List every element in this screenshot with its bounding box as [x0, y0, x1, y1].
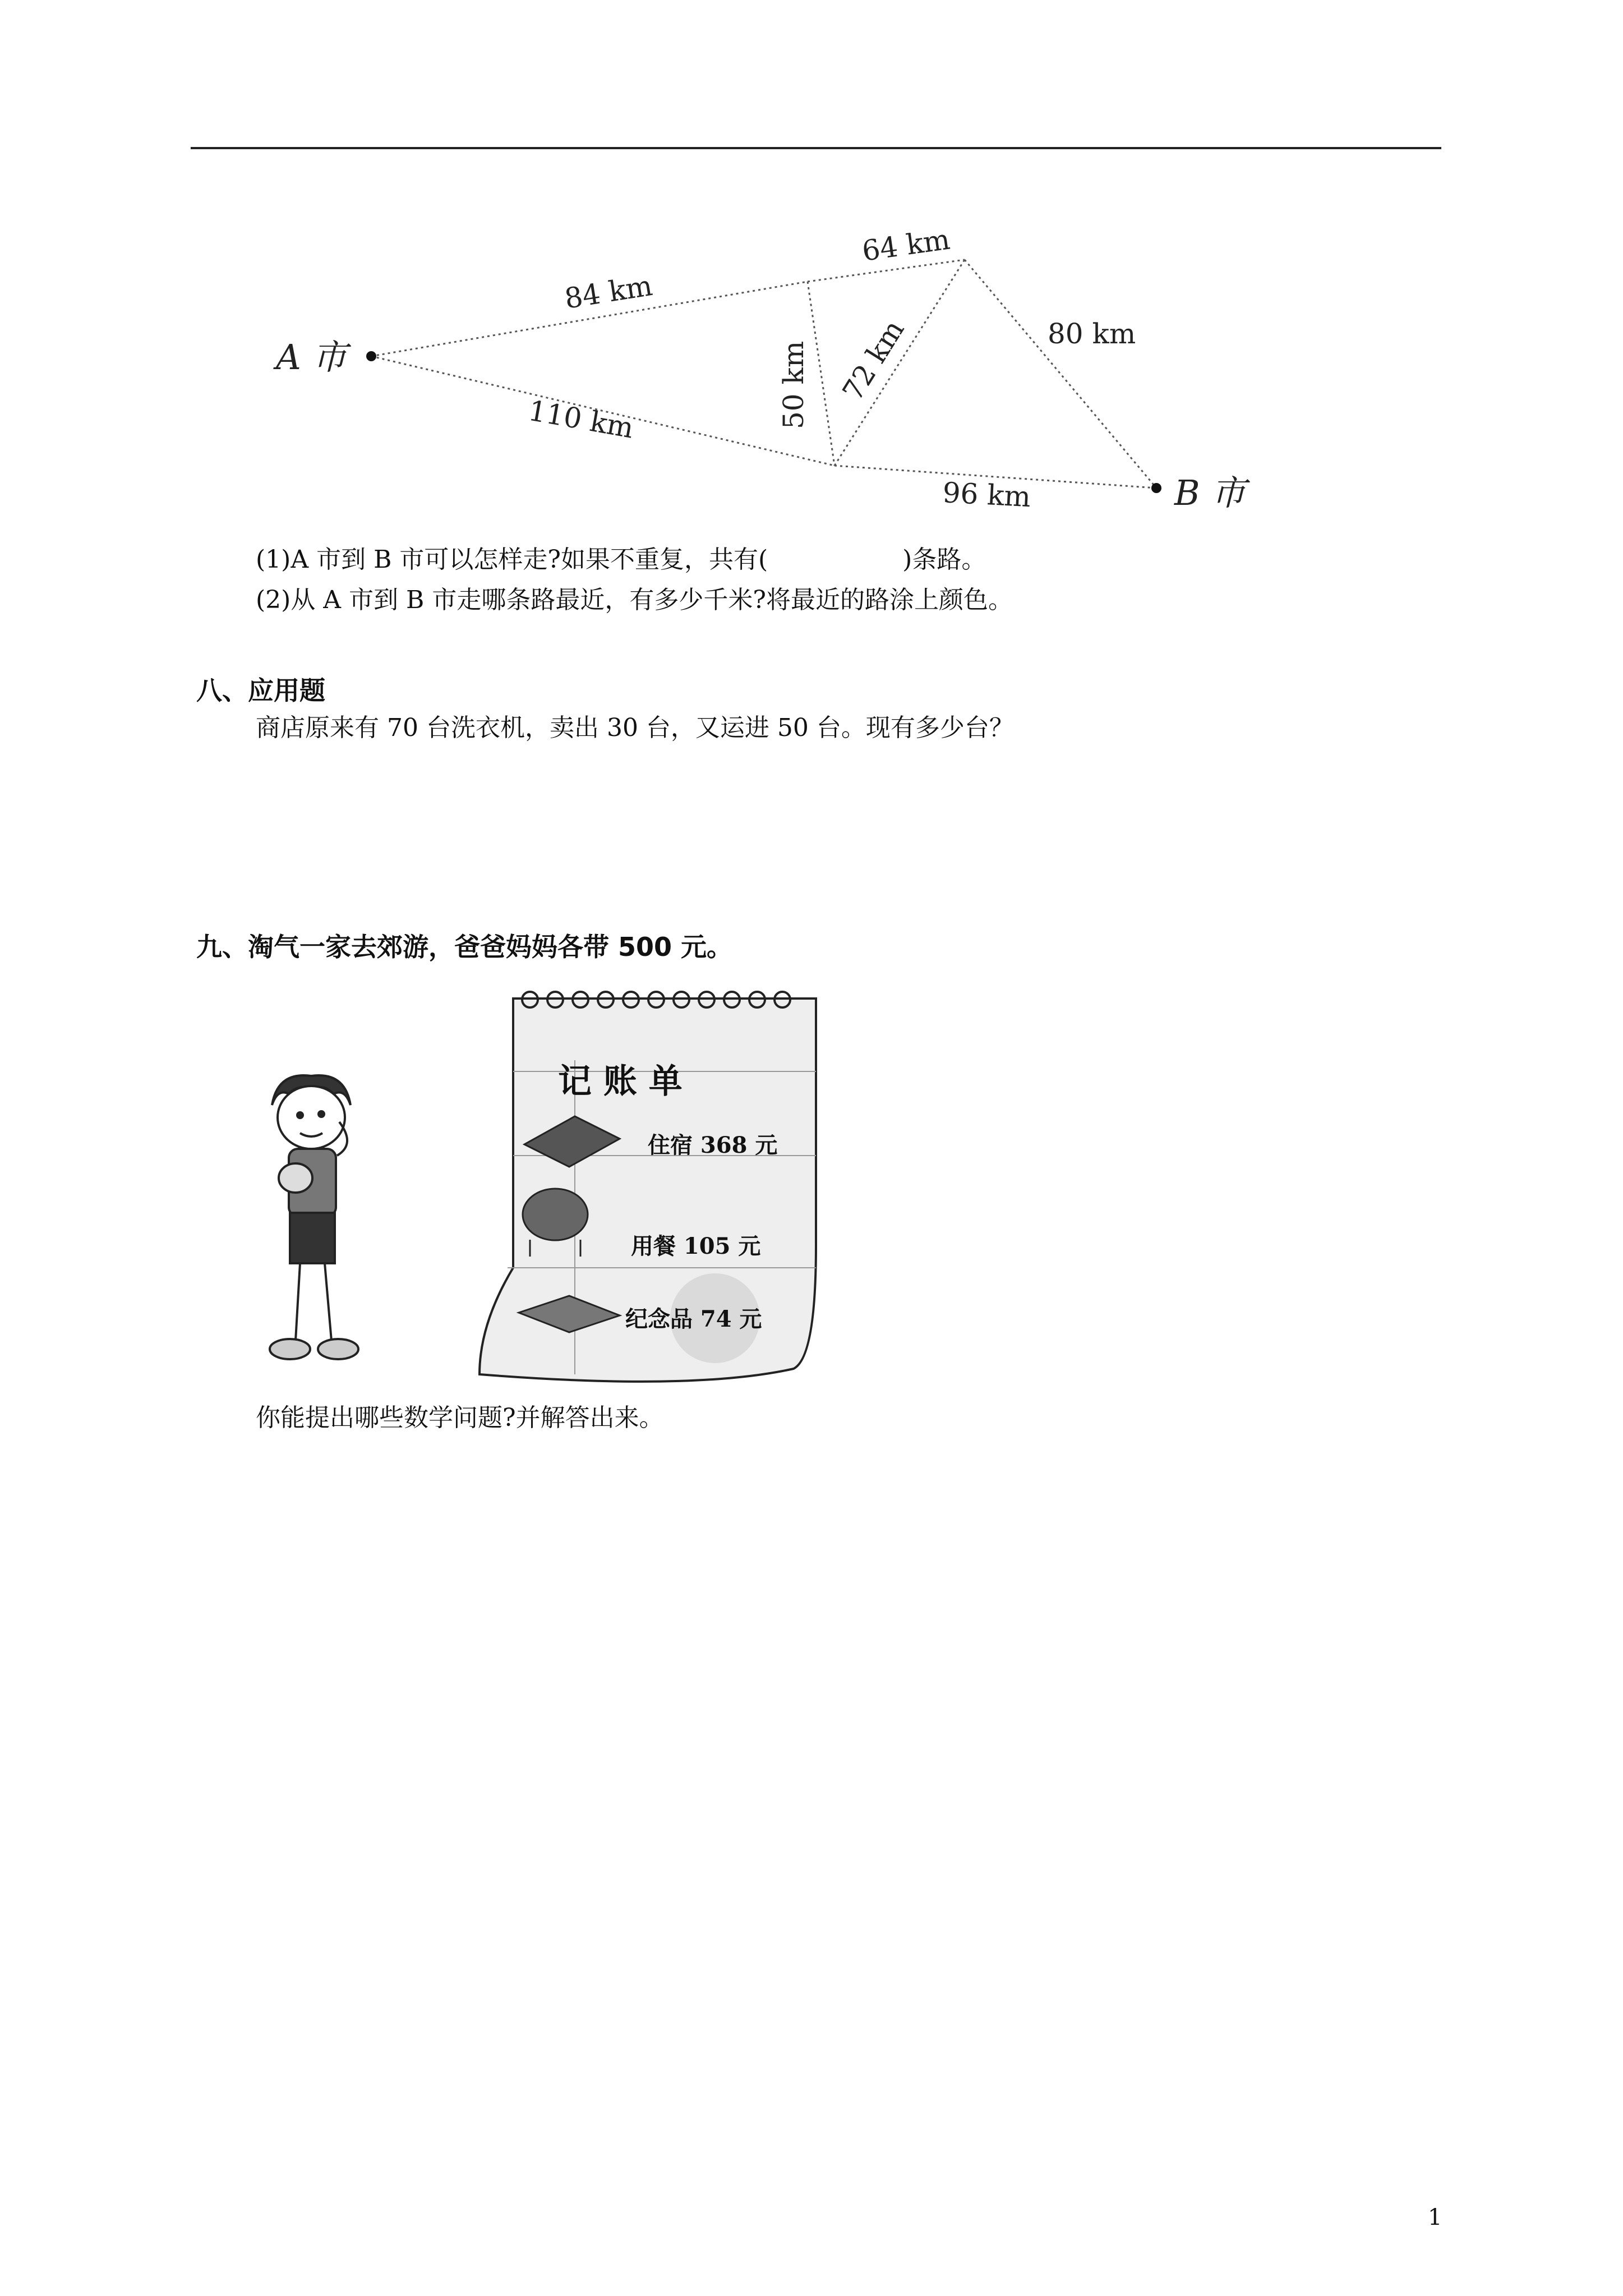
boy-illustration — [255, 1066, 367, 1380]
section-9-heading: 九、淘气一家去郊游，爸爸妈妈各带 500 元。 — [196, 932, 733, 962]
road-peak-b — [965, 260, 1156, 488]
route-map — [247, 213, 1267, 527]
ledger-item-souvenir: 纪念品 74 元 — [625, 1306, 762, 1332]
ledger-item-lodging: 住宿 368 元 — [648, 1132, 778, 1158]
distance-50: 50 km — [777, 341, 810, 429]
distance-64: 64 km — [860, 223, 952, 268]
road-vertical-link — [808, 282, 834, 466]
page-number: 1 — [1428, 2205, 1442, 2230]
distance-72: 72 km — [836, 314, 911, 407]
city-b-dot — [1151, 483, 1161, 493]
city-b-label: B 市 — [1174, 472, 1246, 513]
section-8-heading: 八、应用题 — [196, 675, 325, 706]
question-7-part-2: (2)从 A 市到 B 市走哪条路最近，有多少千米?将最近的路涂上颜色。 — [256, 586, 1013, 614]
ledger-notebook — [457, 987, 838, 1391]
city-a-label: A 市 — [276, 337, 347, 378]
section-8-problem: 商店原来有 70 台洗衣机，卖出 30 台，又运进 50 台。现有多少台？ — [256, 714, 1014, 742]
distance-110: 110 km — [525, 394, 637, 445]
section-9-prompt: 你能提出哪些数学问题?并解答出来。 — [256, 1404, 664, 1432]
ledger-item-meals: 用餐 105 元 — [631, 1233, 761, 1259]
distance-80: 80 km — [1048, 318, 1136, 350]
ledger-title: 记 账 单 — [558, 1062, 683, 1101]
question-7-part-1: (1)A 市到 B 市可以怎样走?如果不重复，共有( )条路。 — [256, 545, 986, 574]
city-a-dot — [366, 351, 376, 361]
distance-84: 84 km — [562, 269, 655, 315]
distance-96: 96 km — [942, 476, 1032, 514]
header-rule — [191, 147, 1441, 149]
